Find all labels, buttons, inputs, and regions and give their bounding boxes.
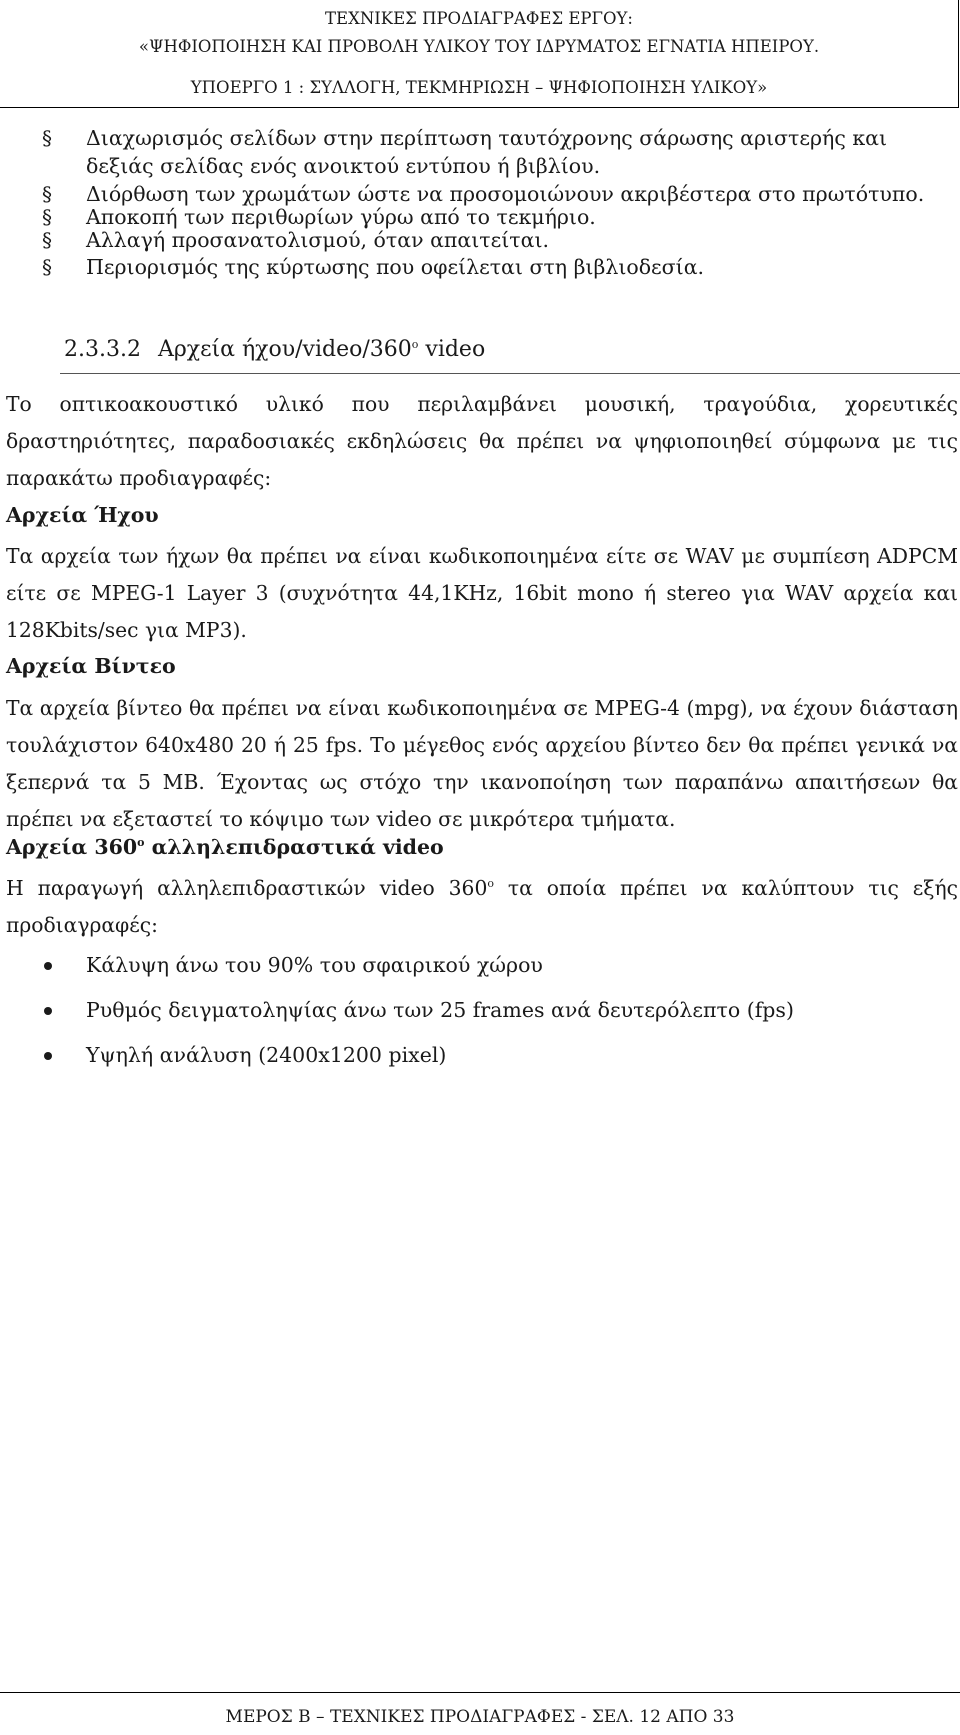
section-sign-bullet-icon: § (42, 182, 52, 206)
list-item (0, 180, 960, 206)
processing-bullet-list (0, 124, 960, 281)
video360-paragraph: Η παραγωγή αλληλεπιδραστικών video $360^o$ τα οποία πρέπει να καλύπτουν τις εξής προδιαγραφές: (6, 876, 958, 937)
list-item-text: Περιορισμός της κύρτωσης που οφείλεται στη βιβλιοδεσία. (86, 255, 705, 279)
footer-rule (0, 1692, 960, 1693)
audio-heading: Αρχεία Ήχου (6, 503, 159, 527)
list-item-text: Υψηλή ανάλυση (2400x1200 pixel) (86, 1043, 447, 1067)
section-title: Αρχεία ήχου/$video/360^o$ video (157, 337, 486, 362)
video-paragraph: Τα αρχεία βίντεο θα πρέπει να είναι κωδικοποιημένα σε MPEG-4 (mpg), να έχουν διάσταση τουλάχιστον 640x480 20 ή 25 fps. Το μέγεθος ενός αρχείου βίντεο δεν θα πρέπει γενικά να ξεπερνά τα 5 MB. Έχοντας ως στόχο την ικανοποίηση των παραπάνω απαιτήσεων θα πρέπει να εξεταστεί το κόψιμο των video σε μικρότερα τμήματα. (6, 696, 958, 831)
list-item-text: Αποκοπή των περιθωρίων γύρω από το τεκμήριο. (86, 205, 596, 229)
video360-heading: Αρχεία $360^o$ αλληλεπιδραστικά video (6, 835, 444, 859)
bullet-dot-icon (44, 1052, 52, 1060)
list-item-text: Διαχωρισμός σελίδων στην περίπτωση ταυτόχρονης σάρωσης αριστερής και δεξιάς σελίδας ενός ανοικτού εντύπου ή βιβλίου. (86, 126, 888, 178)
header-title: ΤΕΧΝΙΚΕΣ ΠΡΟΔΙΑΓΡΑΦΕΣ ΕΡΓΟΥ: (325, 9, 633, 28)
section-sign-bullet-icon: § (42, 228, 52, 252)
video-heading: Αρχεία Βίντεο (6, 654, 176, 678)
bullet-dot-icon (44, 1007, 52, 1015)
section-number: 2.3.3.2 (64, 337, 141, 362)
intro-paragraph: Το οπτικοακουστικό υλικό που περιλαμβάνει μουσική, τραγούδια, χορευτικές δραστηριότητες, παραδοσιακές εκδηλώσεις θα πρέπει να ψηφιοποιηθεί σύμφωνα με τις παρακάτω προδιαγραφές: (6, 392, 958, 490)
bullet-dot-icon (44, 962, 52, 970)
audio-paragraph: Τα αρχεία των ήχων θα πρέπει να είναι κωδικοποιημένα είτε σε WAV με συμπίεση ADPCM είτε σε MPEG-1 Layer 3 (συχνότητα 44,1KHz, 16bit mono ή stereo για WAV αρχεία και 128Kbits/sec για MP3). (6, 544, 958, 642)
list-item (0, 253, 960, 281)
list-item (0, 996, 960, 1041)
list-item (0, 226, 960, 253)
list-item-text: Κάλυψη άνω του 90% του σφαιρικού χώρου (86, 953, 543, 977)
section-heading (64, 335, 485, 365)
section-sign-bullet-icon: § (42, 255, 52, 279)
list-item-text: Διόρθωση των χρωμάτων ώστε να προσομοιώνουν ακριβέστερα στο πρωτότυπο. (86, 182, 925, 206)
list-item (0, 951, 960, 996)
list-item (0, 124, 960, 180)
header-project-name: «ΨΗΦΙΟΠΟΙΗΣΗ ΚΑΙ ΠΡΟΒΟΛΗ ΥΛΙΚΟΥ ΤΟΥ ΙΔΡΥΜΑΤΟΣ ΕΓΝΑΤΙΑ ΗΠΕΙΡΟΥ. (138, 37, 820, 56)
list-item-text: Αλλαγή προσανατολισμού, όταν απαιτείται. (86, 228, 550, 252)
section-sign-bullet-icon: § (42, 126, 52, 150)
video360-requirements-list (0, 951, 960, 1086)
section-sign-bullet-icon: § (42, 205, 52, 229)
heading-rule (60, 373, 960, 374)
page-footer: ΜΕΡΟΣ Β – ΤΕΧΝΙΚΕΣ ΠΡΟΔΙΑΓΡΑΦΕΣ - ΣΕΛ. 12 ΑΠΟ 33 (225, 1707, 735, 1727)
list-item (0, 1041, 960, 1086)
list-item-text: Ρυθμός δειγματοληψίας άνω των 25 frames ανά δευτερόλεπτο (fps) (86, 998, 794, 1022)
header-subproject: ΥΠΟΕΡΓΟ 1 : ΣΥΛΛΟΓΗ, ΤΕΚΜΗΡΙΩΣΗ – ΨΗΦΙΟΠΟΙΗΣΗ ΥΛΙΚΟΥ» (190, 78, 768, 97)
page-header (0, 0, 959, 108)
list-item (0, 203, 960, 229)
